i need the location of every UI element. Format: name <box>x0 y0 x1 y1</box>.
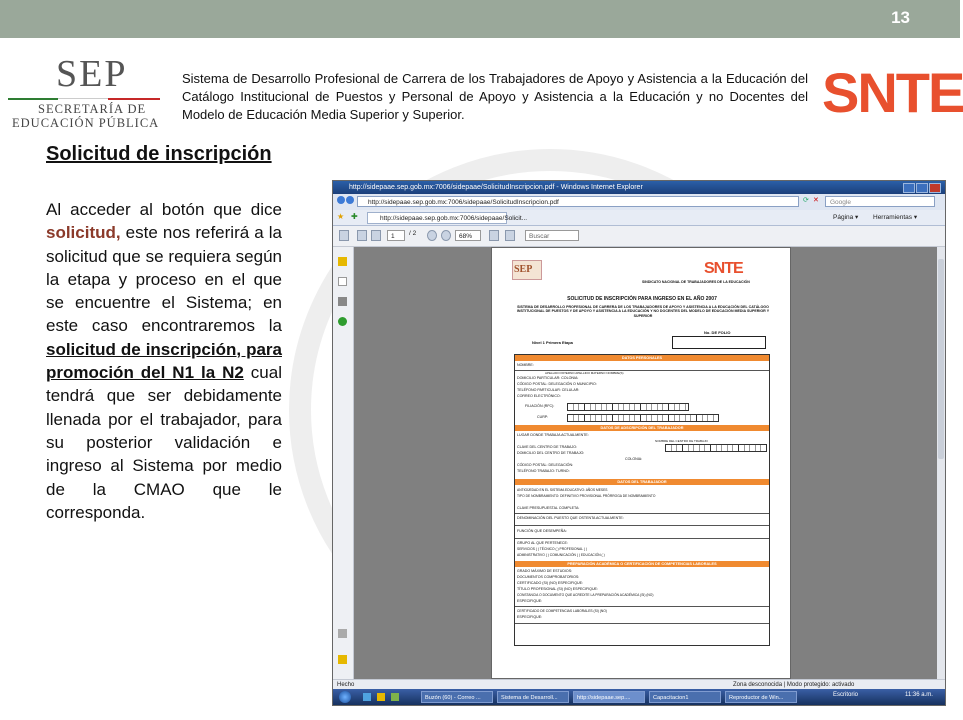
pdf-sindicato: SINDICATO NACIONAL DE TRABAJADORES DE LA EDUCACIÓN <box>642 280 750 284</box>
add-favorite-icon[interactable]: ✚ <box>351 212 358 221</box>
field-curp: CURP: <box>537 415 549 419</box>
start-button[interactable] <box>339 691 351 703</box>
pdf-toolbar <box>333 226 945 247</box>
field-domicilio: DOMICILIO PARTICULAR: COLONIA: <box>517 376 579 380</box>
taskbar-item-capacitacion[interactable]: Capacitacion1 <box>649 691 721 703</box>
pdf-system-name: SISTEMA DE DESARROLLO PROFESIONAL DE CARRERA DE LOS TRABAJADORES DE APOYO Y ASISTENCIA A LA EDUCACIÓN DEL CATÁLOGO INSTITUCIONAL DE PUESTOS Y DE APOYO Y ASISTENCIA A LA EDUCACIÓN Y NO DOCENTES DEL MODELO DE EDUCACIÓN MEDIA SUPERIOR Y SUPERIOR <box>516 305 770 318</box>
field-antiguedad: ANTIGÜEDAD EN EL SISTEMA EDUCATIVO: AÑOS MESES <box>517 488 608 492</box>
field-tel-trabajo: TELÉFONO TRABAJO: TURNO: <box>517 469 570 473</box>
page-total: / 2 <box>409 230 417 237</box>
pdf-search-input[interactable]: Buscar <box>525 230 579 241</box>
field-especifique: ESPECIFIQUE: <box>517 599 543 603</box>
favorites-star-icon[interactable]: ★ <box>337 212 345 221</box>
pdf-form <box>514 354 770 646</box>
rfc-boxes <box>567 403 689 411</box>
menu-pagina-label: Página <box>833 214 854 221</box>
sep-logo-line2: EDUCACIÓN PÚBLICA <box>12 116 160 130</box>
menu-pagina[interactable]: Página ▾ <box>833 214 859 221</box>
sep-logo-word: SEP <box>56 53 128 95</box>
pdf-sep-logo: SEP <box>514 264 533 275</box>
field-certificado-competencias: CERTIFICADO DE COMPETENCIAS LABORALES (SI) (NO) <box>517 609 607 613</box>
browser-screenshot <box>332 180 946 706</box>
field-clave-presupuestal: CLAVE PRESUPUESTAL COMPLETA: <box>517 506 580 510</box>
refresh-icon[interactable]: ⟳ <box>803 197 809 204</box>
snte-logo <box>822 60 963 126</box>
fit-page-icon[interactable] <box>489 230 499 241</box>
status-zone: Zona desconocida | Modo protegido: activado <box>733 682 855 688</box>
pdf-folio-label: No. DE FOLIO <box>704 330 731 335</box>
minimize-button[interactable] <box>903 183 915 193</box>
page-number: 13 <box>891 8 910 27</box>
escritorio-label[interactable]: Escritorio <box>833 692 859 698</box>
pdf-snte-logo: SNTE <box>704 260 743 277</box>
attachment-icon[interactable] <box>338 629 347 638</box>
field-constancia: CONSTANCIA O DOCUMENTO QUE ACREDITE LA PREPARACIÓN ACADÉMICA (SI) (NO) <box>517 593 654 597</box>
para-underlined: solicitud de inscripción, para promoción del N1 la N2 <box>46 339 282 383</box>
pdf-folio-box <box>672 336 766 349</box>
section-trabajador: DATOS DEL TRABAJADOR <box>515 479 769 485</box>
para-part-5: cual tendrá que ser debidamente llenada por el trabajador, para su posterior validación e ingreso al Sistema por medio de la CMAO que le corresponda. <box>46 363 282 522</box>
field-tipo-nombramiento: TIPO DE NOMBRAMIENTO: DEFINITIVO PROVISIONAL PRÓRROGA DE NOMBRAMIENTO <box>517 494 656 498</box>
zoom-in-icon[interactable] <box>441 230 451 241</box>
taskbar-clock: 11:36 a.m. <box>905 692 933 698</box>
stop-icon[interactable]: ✕ <box>813 197 819 204</box>
browser-title-bar <box>333 181 945 194</box>
page-title: Solicitud de inscripción <box>46 143 272 165</box>
field-certificado: CERTIFICADO (SI) (NO) ESPECIFIQUE: <box>517 581 584 585</box>
pdf-title: SOLICITUD DE INSCRIPCIÓN PARA INGRESO EN EL AÑO 2007 <box>567 296 717 302</box>
status-done: Hecho <box>337 682 355 688</box>
vertical-scrollbar[interactable] <box>937 247 945 679</box>
field-servicios: SERVICIOS ( ) TÉCNICO ( ) PROFESIONAL ( ) <box>517 547 587 551</box>
field-telefono: TELÉFONO PARTICULAR: CELULAR: <box>517 388 580 392</box>
snte-logo-text: SNTE <box>822 61 963 124</box>
body-paragraph <box>46 198 282 524</box>
menu-herramientas[interactable]: Herramientas ▾ <box>873 214 918 221</box>
pdf-canvas <box>354 247 937 679</box>
field-nombre: NOMBRE: <box>517 363 534 367</box>
field-rfc: FILIACIÓN (RFC): <box>525 404 555 408</box>
windows-taskbar <box>333 689 945 705</box>
back-icon[interactable] <box>337 196 345 204</box>
para-highlight-solicitud: solicitud, <box>46 223 121 243</box>
field-titulo: TÍTULO PROFESIONAL (SI) (NO) ESPECIFIQUE: <box>517 587 598 591</box>
field-grupo: GRUPO AL QUE PERTENECE: <box>517 541 568 545</box>
field-documentos: DOCUMENTOS COMPROBATORIOS: <box>517 575 580 579</box>
section-adscripcion: DATOS DE ADSCRIPCIÓN DEL TRABAJADOR <box>515 425 769 431</box>
header-description: Sistema de Desarrollo Profesional de Carrera de los Trabajadores de Apoyo y Asistencia a la Educación del Catálogo Institucional de Puestos y Personal de Apoyo y Asistencia a la Educación y no Docentes del Modelo de Educación Media Superior y Superior. <box>182 71 808 122</box>
section-datos-personales: DATOS PERSONALES <box>515 355 769 361</box>
zoom-out-icon[interactable] <box>427 230 437 241</box>
print-icon[interactable] <box>339 230 349 241</box>
para-part-1: Al acceder al botón que dice <box>46 200 282 219</box>
browser-tab[interactable]: http://sidepaae.sep.gob.mx:7006/sidepaae/Solicit... <box>367 212 507 224</box>
forward-icon[interactable] <box>346 196 354 204</box>
field-apellidos: APELLIDO PATERNO APELLIDO MATERNO NOMBRE(S) <box>545 371 624 375</box>
menu-herramientas-label: Herramientas <box>873 214 913 221</box>
maximize-button[interactable] <box>916 183 928 193</box>
ie-quicklaunch-icon[interactable] <box>363 693 371 701</box>
taskbar-item-sidepaae[interactable]: http://sidepaae.sep.... <box>573 691 645 703</box>
sep-logo <box>8 52 168 132</box>
pages-icon[interactable] <box>338 277 347 286</box>
comments-icon[interactable] <box>338 655 347 664</box>
pdf-page <box>491 247 791 679</box>
taskbar-item-reproductor[interactable]: Reproductor de Win... <box>725 691 797 703</box>
field-colonia: COLONIA: <box>625 457 643 461</box>
lock-icon[interactable] <box>338 257 347 266</box>
clave-centro-boxes <box>665 444 767 452</box>
field-correo: CORREO ELECTRÓNICO: <box>517 394 561 398</box>
slide-top-bar <box>0 0 960 38</box>
field-administrativo: ADMINISTRATIVO ( ) COMUNICACIÓN ( ) EDUCACIÓN ( ) <box>517 553 605 557</box>
page-number-input[interactable]: 1 <box>387 230 405 241</box>
close-button[interactable] <box>929 183 941 193</box>
section-preparacion: PREPARACIÓN ACADÉMICA O CERTIFICACIÓN DE COMPETENCIAS LABORALES <box>515 561 769 567</box>
field-nombre-centro: NOMBRE DEL CENTRO DE TRABAJO <box>655 439 708 443</box>
field-cp: CÓDIGO POSTAL: DELEGACIÓN O MUNICIPIO: <box>517 382 597 386</box>
taskbar-item-sistema[interactable]: Sistema de Desarroll... <box>497 691 569 703</box>
bookmarks-icon[interactable] <box>338 297 347 306</box>
pdf-sidebar <box>333 247 354 679</box>
field-denominacion: DENOMINACIÓN DEL PUESTO QUE OSTENTA ACTUALMENTE: <box>517 516 624 520</box>
help-icon[interactable] <box>338 317 347 326</box>
media-quicklaunch-icon[interactable] <box>391 693 399 701</box>
tab-bar <box>333 210 945 226</box>
field-clave-centro: CLAVE DEL CENTRO DE TRABAJO: <box>517 445 578 449</box>
search-input[interactable]: Google <box>825 196 935 207</box>
field-especifique-2: ESPECIFIQUE: <box>517 615 543 619</box>
field-funcion: FUNCIÓN QUE DESEMPEÑA: <box>517 529 567 533</box>
address-bar-row <box>333 194 945 210</box>
pdf-nivel: Nivel 1 Primera Etapa <box>532 340 573 345</box>
field-lugar: LUGAR DONDE TRABAJA ACTUALMENTE: <box>517 433 589 437</box>
explorer-quicklaunch-icon[interactable] <box>377 693 385 701</box>
browser-window-title: http://sidepaae.sep.gob.mx:7006/sidepaae/SolicitudInscripcion.pdf - Windows Internet Explorer <box>349 184 643 191</box>
zoom-select[interactable]: 68% <box>455 230 481 241</box>
taskbar-item-buzon[interactable]: Buzón (60) - Correo ... <box>421 691 493 703</box>
scrollbar-thumb[interactable] <box>938 259 944 459</box>
sep-logo-line1: SECRETARÍA DE <box>38 102 147 116</box>
para-part-3: este nos referirá a la solicitud que se requiera según la etapa y proceso en el que se encuentre el Sistema; en este caso encontraremos la <box>46 223 282 336</box>
prev-page-icon[interactable] <box>357 230 367 241</box>
curp-boxes <box>567 414 719 422</box>
address-input[interactable]: http://sidepaae.sep.gob.mx:7006/sidepaae/SolicitudInscripcion.pdf <box>357 196 799 207</box>
field-grado: GRADO MÁXIMO DE ESTUDIOS: <box>517 569 573 573</box>
fit-width-icon[interactable] <box>505 230 515 241</box>
field-cp2: CÓDIGO POSTAL: DELEGACIÓN: <box>517 463 574 467</box>
next-page-icon[interactable] <box>371 230 381 241</box>
field-dom-centro: DOMICILIO DEL CENTRO DE TRABAJO: <box>517 451 585 455</box>
